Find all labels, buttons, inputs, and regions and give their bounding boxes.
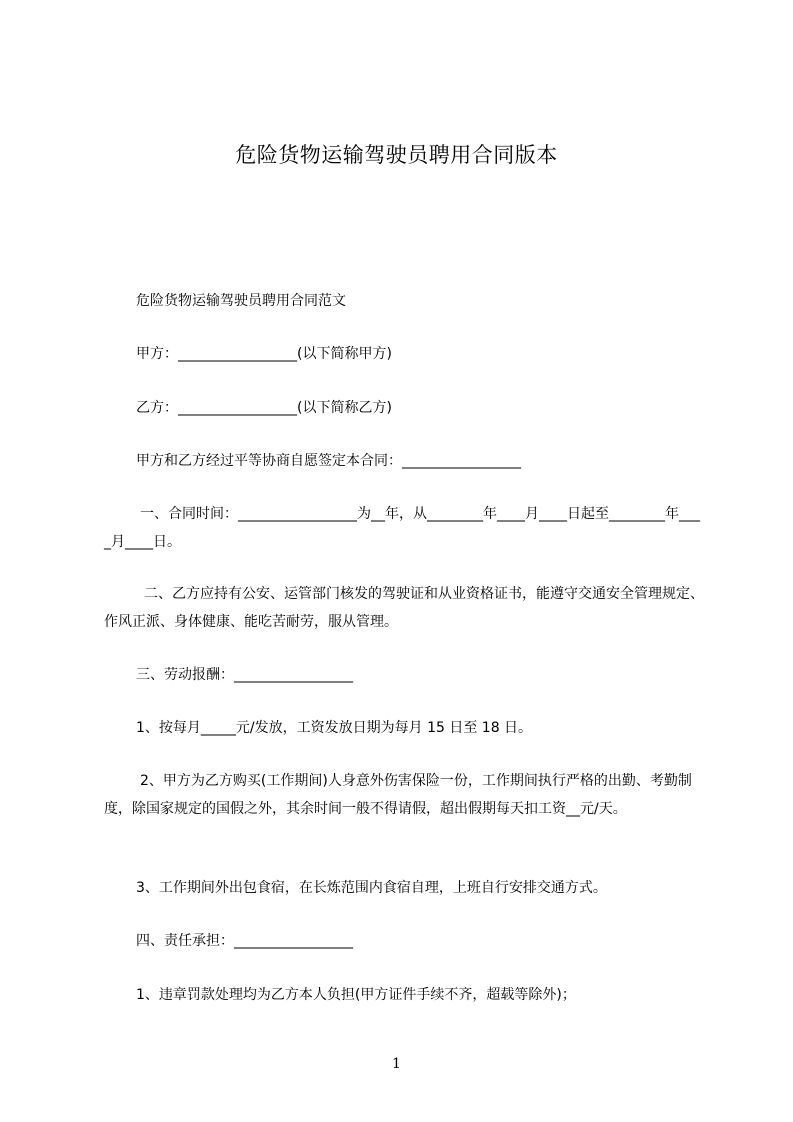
paragraph-liability-heading: 四、责任承担：_________________	[136, 933, 353, 949]
paragraph-contract-term: 一、合同时间：_________________为__年，从________年____月____日起至________年____月____日。	[104, 506, 700, 550]
paragraph-party-b: 乙方：_________________(以下简称乙方)	[136, 400, 392, 416]
paragraph-accommodation: 3、工作期间外出包食宿，在长炼范围内食宿自理，上班自行安排交通方式。	[136, 880, 607, 896]
paragraph-agreement: 甲方和乙方经过平等协商自愿签定本合同：_________________	[136, 453, 521, 469]
paragraph-fines: 1、违章罚款处理均为乙方本人负担(甲方证件手续不齐，超载等除外)；	[136, 987, 576, 1003]
paragraph-salary: 1、按每月_____元/发放，工资发放日期为每月 15 日至 18 日。	[136, 720, 533, 736]
paragraph-qualifications: 二、乙方应持有公安、运管部门核发的驾驶证和从业资格证书，能遵守交通安全管理规定、作风正派、身体健康、能吃苦耐劳，服从管理。	[104, 586, 704, 630]
paragraph-insurance: 2、甲方为乙方购买(工作期间)人身意外伤害保险一份，工作期间执行严格的出勤、考勤制度，除国家规定的国假之外，其余时间一般不得请假，超出假期每天扣工资__元/天。	[104, 773, 692, 817]
document-title: 危险货物运输驾驶员聘用合同版本	[235, 143, 558, 167]
page-number: 1	[392, 1056, 401, 1072]
paragraph-party-a: 甲方：_________________(以下简称甲方)	[136, 346, 392, 362]
paragraph-remuneration-heading: 三、劳动报酬：_________________	[136, 667, 353, 683]
paragraph-subtitle: 危险货物运输驾驶员聘用合同范文	[136, 293, 346, 309]
